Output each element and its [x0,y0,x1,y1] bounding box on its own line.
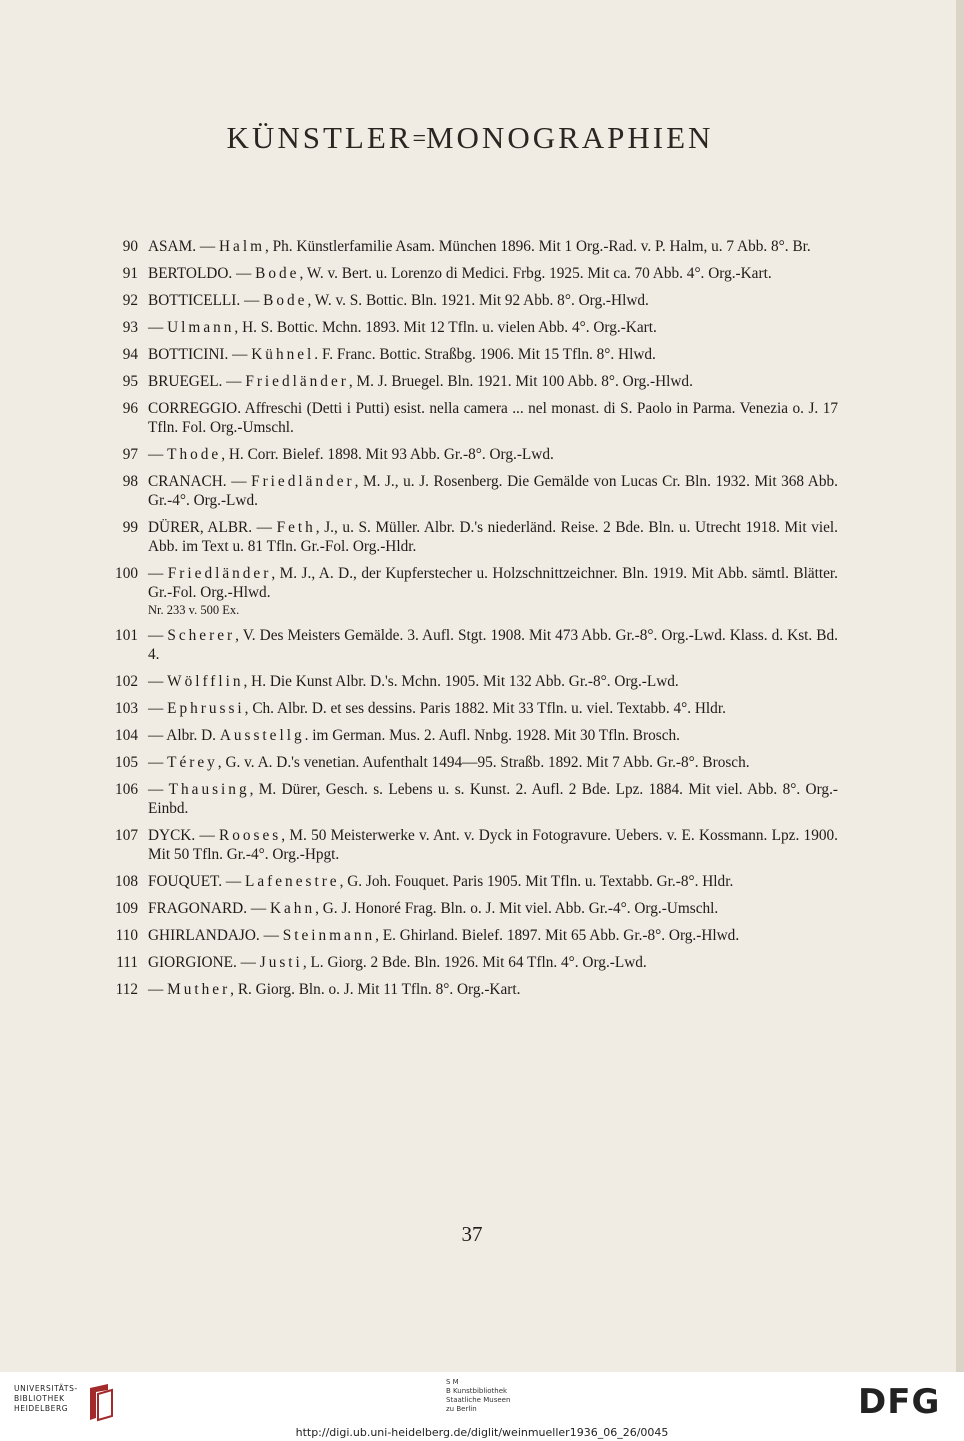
entry-text: — Thode, H. Corr. Bielef. 1898. Mit 93 Abb. Gr.-8°. Org.-Lwd. [148,446,554,463]
catalogue-entry [0,318,964,337]
catalogue-entry [0,726,964,745]
entry-text: BRUEGEL. — Friedländer, M. J. Bruegel. Bln. 1921. Mit 100 Abb. 8°. Org.-Hlwd. [148,373,693,390]
author-name: Ausstellg [219,727,305,744]
lot-number: 106 [115,781,138,798]
viewer-footer [0,1372,964,1441]
lot-number: 111 [116,954,138,971]
author-name: Thode [167,446,222,463]
author-name: Justi [259,954,303,971]
catalogue-entry [0,564,964,618]
lot-number: 103 [115,700,138,717]
lot-number: 92 [122,292,138,309]
page-title: KÜNSTLER=MONOGRAPHIEN [226,120,714,155]
lot-number: 104 [115,727,138,744]
entry-text: — Scherer, V. Des Meisters Gemälde. 3. Aufl. Stgt. 1908. Mit 473 Abb. Gr.-8°. Org.-Lwd. Klass. d. Kst. Bd. 4. [148,627,838,663]
entry-text: FRAGONARD. — Kahn, G. J. Honoré Frag. Bln. o. J. Mit viel. Abb. Gr.-4°. Org.-Umschl. [148,900,719,917]
catalogue-entry [0,826,964,864]
edition-note: Nr. 233 v. 500 Ex. [148,603,240,617]
lot-number: 102 [115,673,138,690]
catalogue-entry [0,445,964,464]
entry-text: GIORGIONE. — Justi, L. Giorg. 2 Bde. Bln. 1926. Mit 64 Tfln. 4°. Org.-Lwd. [148,954,647,971]
entry-text: BOTTICELLI. — Bode, W. v. S. Bottic. Bln. 1921. Mit 92 Abb. 8°. Org.-Hlwd. [148,292,649,309]
lot-number: 93 [122,319,138,336]
entry-text: — Thausing, M. Dürer, Gesch. s. Lebens u. s. Kunst. 2. Aufl. 2 Bde. Lpz. 1884. Mit viel. Abb. 8°. Org.-Einbd. [148,781,838,817]
dfg-logo[interactable]: DFG [858,1382,941,1422]
entry-text: DYCK. — Rooses, M. 50 Meisterwerke v. Ant. v. Dyck in Fotogravure. Uebers. v. E. Kossmann. Lpz. 1900. Mit 50 Tfln. Gr.-4°. Org.-Hpgt. [148,827,838,863]
entry-text: CORREGGIO. Affreschi (Detti i Putti) esist. nella camera ... nel monast. di S. Paolo in Parma. Venezia o. J. 17 Tfln. Fol. Org.-Umschl. [148,400,838,436]
smb-kunstbibliothek-logo[interactable]: S M B Kunstbibliothek Staatliche Museen zu Berlin [446,1378,511,1413]
author-name: Kühnel [251,346,315,363]
catalogue-entry [0,953,964,972]
author-name: Halm [218,238,265,255]
catalogue-entry [0,345,964,364]
entry-text: GHIRLANDAJO. — Steinmann, E. Ghirland. Bielef. 1897. Mit 65 Abb. Gr.-8°. Org.-Hlwd. [148,927,740,944]
entry-text: — Friedländer, M. J., A. D., der Kupferstecher u. Holzschnittzeichner. Bln. 1919. Mit Abb. sämtl. Blätter. Gr.-Fol. Org.-Hlwd. [148,565,838,601]
catalogue-entry [0,237,964,256]
lot-number: 99 [122,519,138,536]
catalogue-entry [0,980,964,999]
author-name: Wölfflin [167,673,244,690]
entry-text: — Muther, R. Giorg. Bln. o. J. Mit 11 Tfln. 8°. Org.-Kart. [148,981,521,998]
catalogue-entry [0,626,964,664]
author-name: Ulmann [167,319,235,336]
title-hyphen: = [412,126,426,152]
catalogue-entry [0,926,964,945]
author-name: Friedländer [245,373,349,390]
catalogue-entry [0,753,964,772]
entry-text: — Albr. D. Ausstellg. im German. Mus. 2. Aufl. Nnbg. 1928. Mit 30 Tfln. Brosch. [148,727,680,744]
entry-text: — Térey, G. v. A. D.'s venetian. Aufenthalt 1494—95. Straßb. 1892. Mit 7 Abb. Gr.-8°. Brosch. [148,754,750,771]
entry-text: BERTOLDO. — Bode, W. v. Bert. u. Lorenzo di Medici. Frbg. 1925. Mit ca. 70 Abb. 4°. Org.-Kart. [148,265,772,282]
lot-number: 108 [115,873,138,890]
entry-text: CRANACH. — Friedländer, M. J., u. J. Rosenberg. Die Gemälde von Lucas Cr. Bln. 1932. Mit 368 Abb. Gr.-4°. Org.-Lwd. [148,473,838,509]
lot-number: 100 [115,565,138,582]
lot-number: 94 [122,346,138,363]
catalogue-entry [0,472,964,510]
lot-number: 98 [122,473,138,490]
catalogue-entry [0,264,964,283]
entry-text: BOTTICINI. — Kühnel. F. Franc. Bottic. Straßbg. 1906. Mit 15 Tfln. 8°. Hlwd. [148,346,656,363]
entry-text: FOUQUET. — Lafenestre, G. Joh. Fouquet. Paris 1905. Mit Tfln. u. Textabb. Gr.-8°. Hldr. [148,873,734,890]
ub-heidelberg-logo[interactable]: UNIVERSITÄTS- BIBLIOTHEK HEIDELBERG [14,1384,78,1413]
catalogue-entry [0,699,964,718]
catalogue-entry [0,899,964,918]
lot-number: 96 [122,400,138,417]
lot-number: 109 [115,900,138,917]
lot-number: 91 [122,265,138,282]
author-name: Ephrussi [167,700,245,717]
catalogue-entry [0,372,964,391]
author-name: Feth [276,519,316,536]
lot-number: 90 [122,238,138,255]
lot-number: 95 [122,373,138,390]
author-name: Friedländer [251,473,355,490]
catalogue-entry [0,399,964,437]
author-name: Muther [167,981,231,998]
lot-number: 105 [115,754,138,771]
author-name: Bode [263,292,308,309]
author-name: Rooses [219,827,282,844]
catalogue-entry [0,872,964,891]
catalogue-entry [0,672,964,691]
author-name: Lafenestre [245,873,340,890]
catalogue-entry [0,518,964,556]
permalink-url[interactable]: http://digi.ub.uni-heidelberg.de/diglit/weinmueller1936_06_26/0045 [295,1426,669,1439]
entry-text: DÜRER, ALBR. — Feth, J., u. S. Müller. Albr. D.'s niederländ. Reise. 2 Bde. Bln. u. Utrecht 1918. Mit viel. Abb. im Text u. 81 Tfln. Gr.-Fol. Org.-Hldr. [148,519,838,555]
entry-text: — Wölfflin, H. Die Kunst Albr. D.'s. Mchn. 1905. Mit 132 Abb. Gr.-8°. Org.-Lwd. [148,673,679,690]
catalogue-entry [0,780,964,818]
lot-number: 112 [115,981,138,998]
catalogue-entries [0,237,964,1007]
author-name: Steinmann [282,927,376,944]
lot-number: 101 [115,627,138,644]
catalogue-entry [0,291,964,310]
author-name: Scherer [167,627,236,644]
author-name: Thausing [168,781,250,798]
author-name: Friedländer [167,565,272,582]
entry-text: ASAM. — Halm, Ph. Künstlerfamilie Asam. München 1896. Mit 1 Org.-Rad. v. P. Halm, u. 7 Abb. 8°. Br. [148,238,811,255]
author-name: Kahn [269,900,316,917]
entry-text: — Ephrussi, Ch. Albr. D. et ses dessins. Paris 1882. Mit 33 Tfln. u. viel. Textabb. 4°. Hldr. [148,700,726,717]
lot-number: 107 [115,827,138,844]
lot-number: 110 [115,927,138,944]
author-name: Térey [167,754,218,771]
author-name: Bode [255,265,300,282]
page-number: 37 [461,1222,483,1246]
ub-heidelberg-mark-icon [86,1382,116,1422]
entry-text: — Ulmann, H. S. Bottic. Mchn. 1893. Mit 12 Tfln. u. vielen Abb. 4°. Org.-Kart. [148,319,657,336]
lot-number: 97 [122,446,138,463]
